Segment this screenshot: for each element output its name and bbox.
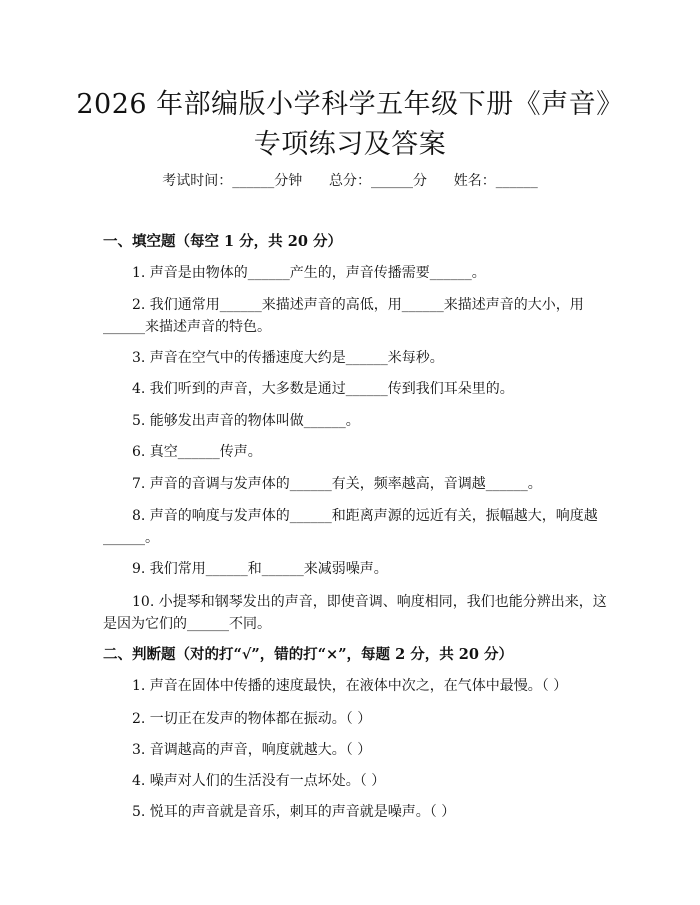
question-item: 3. 声音在空气中的传播速度大约是______米每秒。	[132, 350, 444, 366]
question-item: 2. 一切正在发声的物体都在振动。（ ）	[132, 711, 372, 727]
question-item: 9. 我们常用______和______来减弱噪声。	[132, 561, 388, 577]
question-item: 1. 声音是由物体的______产生的，声音传播需要______。	[132, 265, 486, 281]
question-item: 6. 真空______传声。	[132, 444, 262, 460]
question-item: 3. 音调越高的声音，响度就越大。（ ）	[132, 742, 372, 758]
section-heading-true-false: 二、判断题（对的打“√”，错的打“×”，每题 2 分，共 20 分）	[103, 646, 513, 663]
question-continuation: ______来描述声音的特色。	[103, 319, 271, 335]
question-continuation: 是因为它们的______不同。	[103, 616, 271, 632]
page-title-line-2: 专项练习及答案	[253, 129, 447, 160]
question-item: 5. 悦耳的声音就是音乐，刺耳的声音就是噪声。（ ）	[132, 804, 456, 820]
question-item: 1. 声音在固体中传播的速度最快，在液体中次之，在气体中最慢。（ ）	[132, 678, 568, 694]
question-item: 8. 声音的响度与发声体的______和距离声源的远近有关，振幅越大，响度越	[132, 508, 598, 524]
question-item: 10. 小提琴和钢琴发出的声音，即使音调、响度相同，我们也能分辨出来，这	[132, 594, 607, 610]
page-title-line-1: 2026 年部编版小学科学五年级下册《声音》	[76, 89, 624, 120]
question-item: 7. 声音的音调与发声体的______有关，频率越高，音调越______。	[132, 476, 542, 492]
question-continuation: ______。	[103, 530, 159, 546]
question-item: 5. 能够发出声音的物体叫做______。	[132, 413, 360, 429]
exam-meta-line: 考试时间：______分钟 总分：______分 姓名：______	[162, 173, 538, 189]
section-heading-fill-blank: 一、填空题（每空 1 分，共 20 分）	[103, 233, 342, 250]
question-item: 4. 我们听到的声音，大多数是通过______传到我们耳朵里的。	[132, 381, 514, 397]
question-item: 2. 我们通常用______来描述声音的高低，用______来描述声音的大小，用	[132, 297, 584, 313]
question-item: 4. 噪声对人们的生活没有一点坏处。（ ）	[132, 773, 386, 789]
